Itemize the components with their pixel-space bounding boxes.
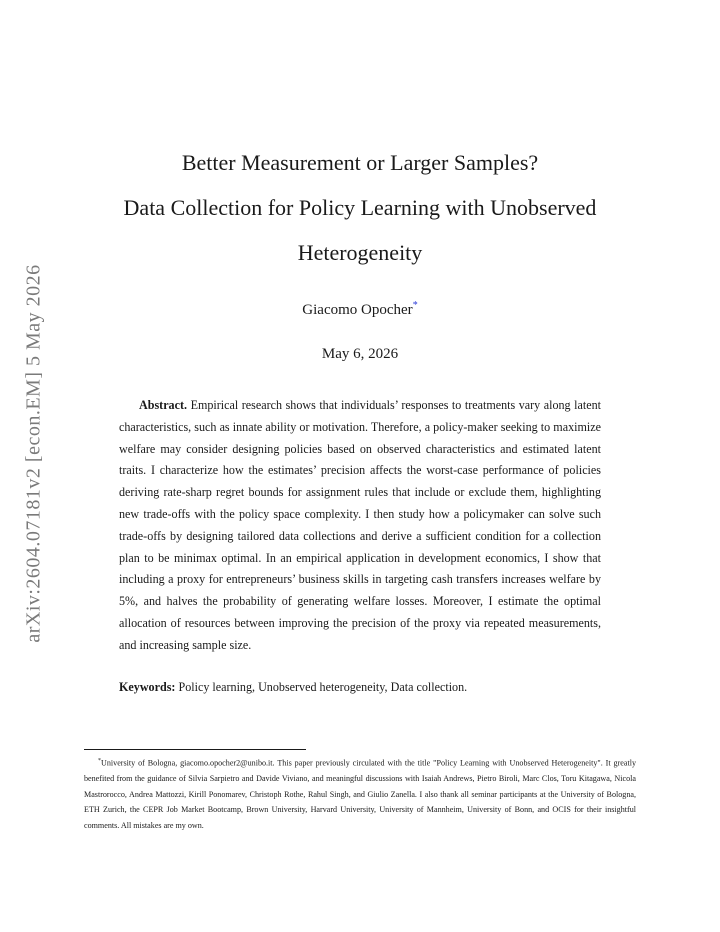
author-footnote-link[interactable]: * bbox=[412, 300, 418, 311]
paper-title bbox=[80, 140, 640, 275]
author-line bbox=[80, 300, 640, 319]
footnote-text: University of Bologna, giacomo.opocher2@unibo.it. This paper previously circulated with the title "Policy Learning with Unobserved Heterogeneity". It greatly benefited from the guidance of Silvia Sarpietro and Davide Viviano, and meaningful discussions with Isaiah Andrews, Pietro Biroli, Marc Clos, Toru Kitagawa, Nicola Mastrorocco, Andrea Mattozzi, Kirill Ponomarev, Christoph Rothe, Rahul Singh, and Giulio Zanella. I also thank all seminar participants at the University of Bologna, ETH Zurich, the CEPR Job Market Bootcamp, Brown University, Harvard University, University of Mannheim, University of Bonn, and OCIS for their insightful comments. All mistakes are my own. bbox=[84, 758, 636, 831]
author-footnote bbox=[84, 754, 636, 834]
abstract-text: Empirical research shows that individuals’ responses to treatments vary along latent characteristics, such as innate ability or motivation. Therefore, a policy-maker seeking to maximize welfare may consider designing policies based on observed characteristics and estimated latent traits. I characterize how the estimates’ precision affects the worst-case performance of policies deriving rate-sharp regret bounds for assignment rules that include or exclude them, highlighting new trade-offs with the policy space complexity. I then study how a policymaker can solve such trade-offs by designing tailored data collections and derive a sufficient condition for a collection plan to be minimax optimal. In an empirical application in development economics, I show that including a proxy for entrepreneurs’ business skills in targeting cash transfers increases welfare by 5%, and halves the probability of generating welfare losses. Moreover, I estimate the optimal allocation of resources between improving the precision of the proxy via repeated measurements, and increasing sample size. bbox=[119, 398, 601, 652]
footnote-mark: * bbox=[98, 758, 101, 764]
title-line-3: Heterogeneity bbox=[297, 240, 423, 265]
keywords-text: Policy learning, Unobserved heterogeneity, Data collection. bbox=[178, 680, 468, 694]
keywords bbox=[119, 677, 601, 699]
arxiv-identifier: arXiv:2604.07181v2 [econ.EM] 5 May 2026 bbox=[22, 263, 45, 643]
arxiv-sidebar-stamp bbox=[14, 248, 54, 658]
title-line-2: Data Collection for Policy Learning with Unobserved bbox=[123, 195, 597, 220]
author-name: Giacomo Opocher bbox=[302, 302, 413, 318]
title-line-1: Better Measurement or Larger Samples? bbox=[181, 150, 539, 175]
abstract-label: Abstract. bbox=[139, 398, 188, 412]
abstract bbox=[119, 395, 601, 657]
publication-date: May 6, 2026 bbox=[321, 346, 399, 362]
footnote-divider bbox=[84, 749, 306, 750]
keywords-label: Keywords: bbox=[119, 680, 176, 694]
